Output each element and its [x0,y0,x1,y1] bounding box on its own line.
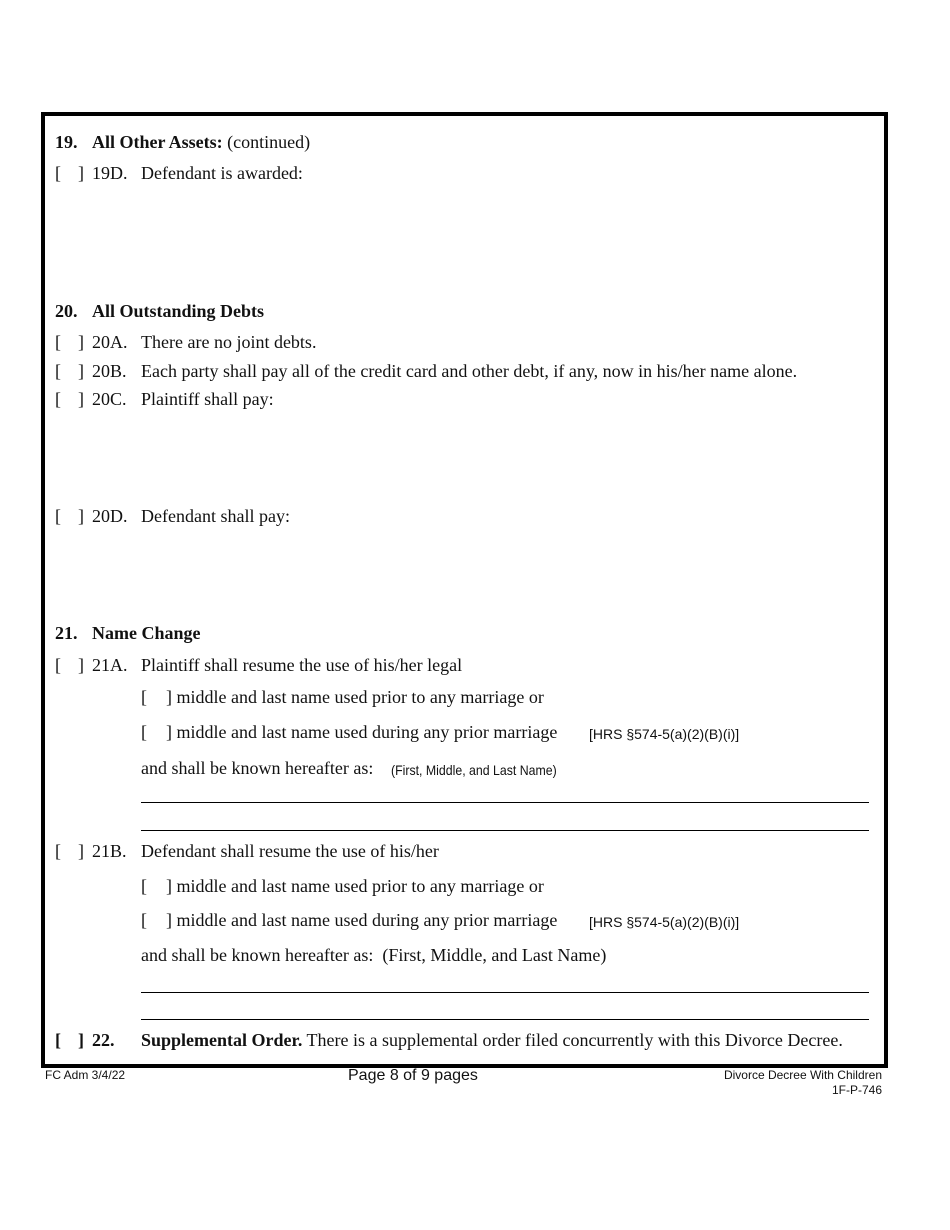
item-20d-text: Defendant shall pay: [141,506,290,526]
section-19-continued: (continued) [227,132,311,152]
section-20-number: 20. [55,301,78,321]
checkbox-21a[interactable]: [ ] [55,655,84,675]
section-22-number: 22. [92,1030,115,1050]
option-21b-during-text: ] middle and last name used during any prior marriage [166,910,558,930]
section-21-number: 21. [55,623,78,643]
section-19-heading [92,132,310,152]
item-20d-code: 20D. [92,506,128,526]
name-line-21a-2[interactable] [141,830,869,831]
section-22-text: There is a supplemental order filed concurrently with this Divorce Decree. [306,1030,843,1050]
item-20b-code: 20B. [92,361,127,381]
checkbox-20d[interactable]: [ ] [55,506,84,526]
item-21b-text: Defendant shall resume the use of his/her [141,841,439,861]
checkbox-21b-during[interactable]: [ [141,910,147,930]
item-21a-code: 21A. [92,655,128,675]
section-19-number: 19. [55,132,78,152]
footer-form-date: FC Adm 3/4/22 [45,1068,126,1082]
section-20-title: All Outstanding Debts [92,301,265,321]
checkbox-19d[interactable]: [ ] [55,163,84,183]
checkbox-21b[interactable]: [ ] [55,841,84,861]
section-21-title: Name Change [92,623,201,643]
name-line-21b-2[interactable] [141,1019,869,1020]
item-19d-text: Defendant is awarded: [141,163,303,183]
known-as-hint-21b: (First, Middle, and Last Name) [382,945,607,965]
footer-form-title: Divorce Decree With Children [723,1068,882,1082]
known-as-21b: and shall be known hereafter as: (First, Middle, and Last Name) [141,945,607,965]
item-20c-code: 20C. [92,389,127,409]
section-19-title: All Other Assets: [92,132,223,152]
item-20a-text: There are no joint debts. [141,332,317,352]
checkbox-20b[interactable]: [ ] [55,361,84,381]
item-19d-code: 19D. [92,163,128,183]
checkbox-21b-prior[interactable]: [ [141,876,147,896]
item-21b-code: 21B. [92,841,127,861]
footer-page-number: Page 8 of 9 pages [348,1067,478,1084]
checkbox-21a-prior[interactable]: [ [141,687,147,707]
option-21a-during-text: ] middle and last name used during any prior marriage [166,722,558,742]
known-as-hint-21a: (First, Middle, and Last Name) [391,762,557,778]
citation-21b: [HRS §574-5(a)(2)(B)(i)] [589,914,740,930]
checkbox-21a-during[interactable]: [ [141,722,147,742]
known-as-21a: and shall be known hereafter as: [141,758,374,778]
section-22-title: Supplemental Order. [141,1030,303,1050]
item-21a-text: Plaintiff shall resume the use of his/her legal [141,655,463,675]
citation-21a: [HRS §574-5(a)(2)(B)(i)] [589,726,740,742]
footer-form-code: 1F-P-746 [831,1083,882,1097]
item-20a-code: 20A. [92,332,128,352]
section-22-line [141,1030,843,1050]
name-line-21a-1[interactable] [141,802,869,803]
option-21b-prior-text: ] middle and last name used prior to any marriage or [166,876,544,896]
item-20c-text: Plaintiff shall pay: [141,389,274,409]
name-line-21b-1[interactable] [141,992,869,993]
item-20b-text: Each party shall pay all of the credit card and other debt, if any, now in his/her name alone. [141,361,798,381]
checkbox-20c[interactable]: [ ] [55,389,84,409]
checkbox-22[interactable]: [ ] [55,1030,84,1050]
checkbox-20a[interactable]: [ ] [55,332,84,352]
option-21a-prior-text: ] middle and last name used prior to any marriage or [166,687,544,707]
